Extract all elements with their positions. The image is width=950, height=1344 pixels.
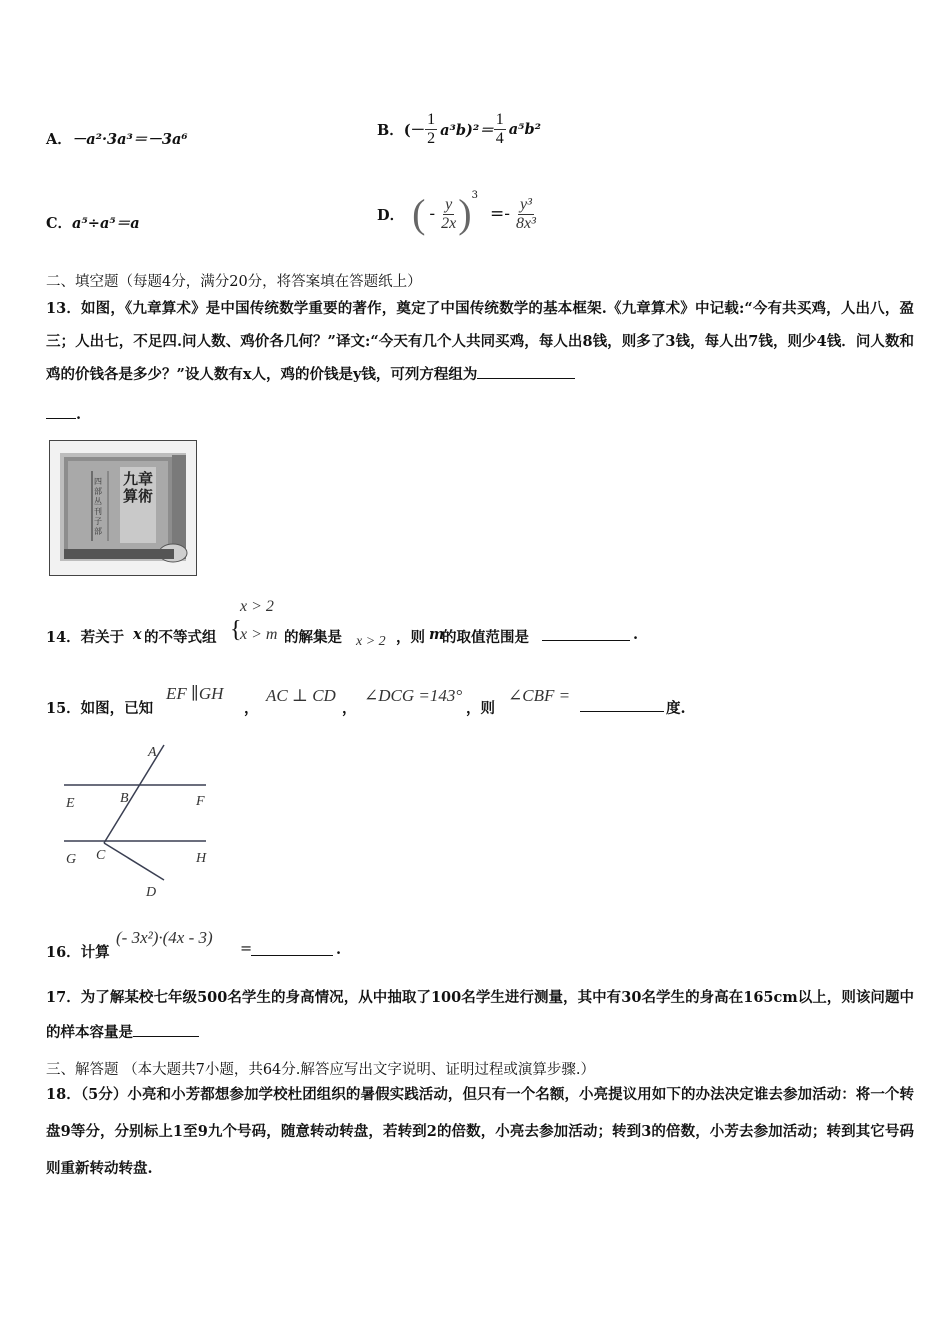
option-b-fraction-1 [425,111,437,148]
label-a: A [148,745,157,760]
q16-eq: = [240,941,253,957]
question-18 [46,1076,914,1187]
q14-brace: { [230,617,242,643]
option-b-label: B． [377,121,404,139]
option-b-pre: (－ [403,121,426,139]
question-15 [46,680,746,720]
option-b-mid: a³b)²＝ [440,121,494,139]
option-d-minus: - [429,204,436,224]
q15-prefix: 15．如图，已知 [46,700,154,717]
label-h: H [196,851,207,866]
book-illustration [50,441,196,575]
option-d [377,188,538,240]
line-cd [104,843,164,880]
answer-blank[interactable] [580,697,664,712]
option-b-fraction-2 [494,111,506,148]
label-c: C [96,848,106,863]
frac-denominator: 8x³ [515,214,536,232]
frac-numerator: y [445,195,453,213]
label-d: D [146,885,157,900]
question-17 [46,980,914,1050]
frac-denominator: 2 [427,129,436,147]
option-d-exponent: 3 [471,190,478,201]
q14-var-m: m [429,626,445,643]
question-18-text: 18．（5分）小亮和小芳都想参加学校杜团组织的暑假实践活动，但只有一个名额，小亮提议用如下的办法决定谁去参加活动：将一个转盘9等分，分别标上1至9九个号码，随意转动转盘，若转到2的倍数，小亮去参加活动；转到3的倍数，小芳去参加活动；转到其它号码则重新转动转盘. [46,1086,914,1177]
option-d-fraction-2 [514,196,538,233]
option-c-expr: a⁵÷a⁵＝a [72,215,140,232]
option-c [46,212,140,233]
answer-blank[interactable] [542,626,630,641]
section-3-heading: 三、解答题 （本大题共7小题，共64分.解答应写出文字说明、证明过程或演算步骤.） [46,1062,596,1078]
q15-mid: ，则 [466,700,495,717]
q14-mid2: 的解集是 [284,629,342,646]
right-paren: ) [458,191,472,236]
question-13-tail: . [76,406,82,423]
left-paren: ( [412,191,426,236]
q14-system-bottom: x > m [240,626,278,643]
q15-tail: 度. [666,700,686,717]
q15-ask: ∠CBF = [508,686,571,705]
frac-numerator: y³ [519,195,532,213]
frac-numerator: 1 [495,110,504,128]
question-17-text: 17．为了解某校七年级500名学生的身高情况，从中抽取了100名学生进行测量，其中有30名学生的身高在165cm以上，则该问题中的样本容量是 [46,989,914,1041]
q15-cond-parallel: EF ∥GH [166,684,224,703]
label-e: E [66,796,75,811]
q14-var-x: x [133,626,142,643]
option-a [46,128,188,149]
frac-denominator: 2x [441,214,457,232]
question-13-tail-line [46,404,81,423]
option-d-label: D． [377,206,405,224]
answer-blank[interactable] [477,364,575,379]
q14-system-top: x > 2 [240,598,274,615]
label-b: B [120,791,129,806]
option-b-post: a⁵b² [508,120,541,138]
question-13-text: 13．如图，《九章算术》是中国传统数学重要的著作，奠定了中国传统数学的基本框架.《九章算术》中记载:“今有共买鸡，人出八，盈三；人出七，不足四.问人数、鸡价各几何？”译文:“今天有几个人共同买鸡，每人出8钱，则多了3钱，每人出7钱，则少4钱．问人数和鸡的价钱各是多少？”设人数有x人，鸡的价钱是y钱，可列方程组为 [46,300,914,383]
geometry-figure [58,740,218,900]
option-d-fraction-1 [439,196,458,233]
label-g: G [66,852,77,867]
section-2-heading: 二、填空题（每题4分，满分20分，将答案填在答题纸上） [46,274,422,290]
label-f: F [196,794,205,809]
book-title: 九章算術 [122,470,153,505]
q15-cond-angle: ∠DCG =143° [364,686,463,705]
frac-numerator: 1 [427,110,436,128]
comma: ， [244,700,259,717]
answer-blank-continued[interactable] [46,404,76,419]
comma: ， [342,700,357,717]
option-b [377,104,541,154]
q14-mid3: ，则 [396,629,425,646]
q16-tail: . [336,941,342,958]
q14-solution: x > 2 [356,634,386,649]
option-d-eq: =- [489,204,510,224]
q14-mid1: 的不等式组 [144,629,217,646]
option-a-expr: －a²·3a³＝－3a⁶ [71,131,188,148]
q16-expression: (- 3x²)·(4x - 3) [116,928,213,947]
option-c-label: C． [46,215,73,232]
q14-tail: . [633,626,639,643]
q14-mid4: 的取值范围是 [442,629,529,646]
book-subtitle: 四部丛刊子部 [94,477,102,536]
question-13 [46,292,914,391]
option-a-label: A． [46,131,72,148]
q16-prefix: 16．计算 [46,944,110,961]
book-photo [49,440,197,576]
frac-denominator: 4 [495,129,504,147]
answer-blank[interactable] [133,1022,199,1037]
q14-prefix: 14．若关于 [46,629,125,646]
answer-blank[interactable] [251,941,333,956]
q15-cond-perpendicular: AC ⊥ CD [266,686,336,705]
